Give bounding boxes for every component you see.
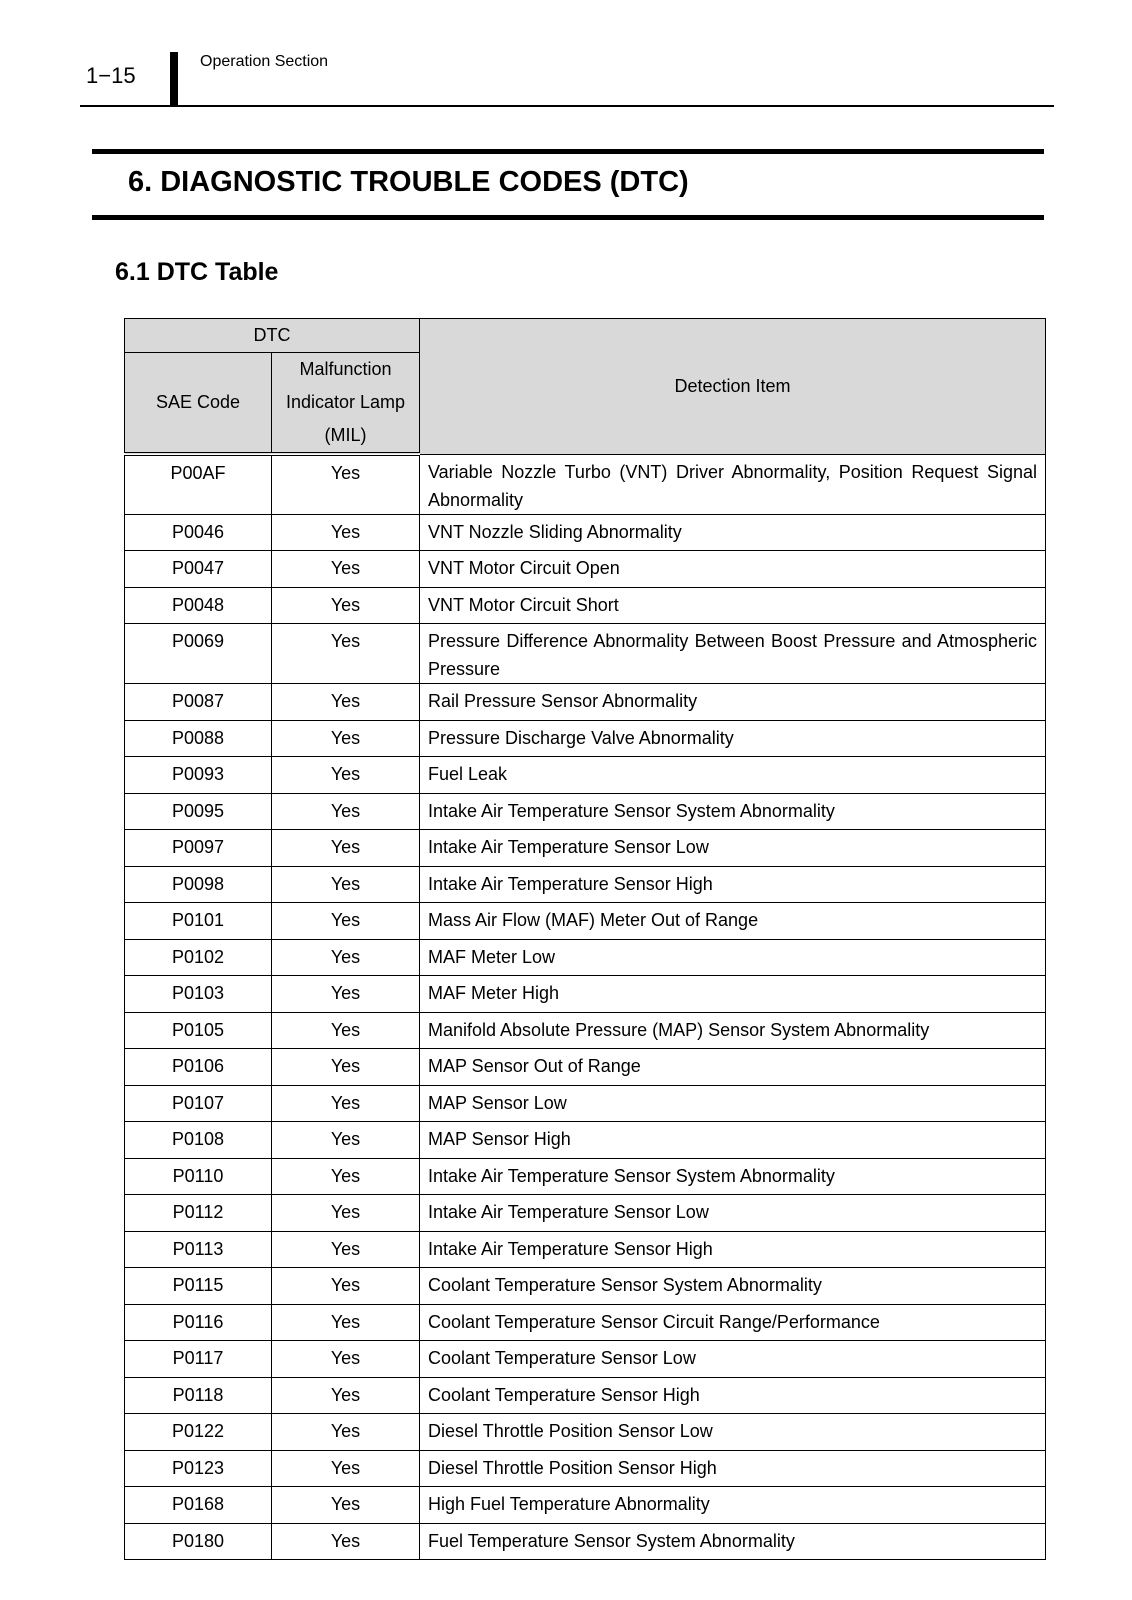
detection-item-cell: Intake Air Temperature Sensor System Abnormality	[420, 1158, 1046, 1195]
detection-item-cell: MAF Meter Low	[420, 939, 1046, 976]
detection-item-cell: MAP Sensor Out of Range	[420, 1049, 1046, 1086]
detection-item-cell: Pressure Difference Abnormality Between Boost Pressure and Atmospheric Pressure	[420, 624, 1046, 684]
mil-cell: Yes	[272, 514, 420, 551]
mil-cell: Yes	[272, 454, 420, 514]
sae-code-cell: P0097	[125, 830, 272, 867]
sae-code-cell: P0098	[125, 866, 272, 903]
detection-item-cell: Coolant Temperature Sensor Low	[420, 1341, 1046, 1378]
sae-code-cell: P0112	[125, 1195, 272, 1232]
mil-cell: Yes	[272, 1377, 420, 1414]
subsection-title: 6.1 DTC Table	[115, 258, 279, 286]
sae-code-cell: P0087	[125, 684, 272, 721]
sae-code-cell: P0101	[125, 903, 272, 940]
detection-item-cell: Manifold Absolute Pressure (MAP) Sensor System Abnormality	[420, 1012, 1046, 1049]
mil-cell: Yes	[272, 939, 420, 976]
sae-code-cell: P0105	[125, 1012, 272, 1049]
table-row	[125, 1049, 1046, 1086]
detection-item-cell: Diesel Throttle Position Sensor High	[420, 1450, 1046, 1487]
sae-code-cell: P0069	[125, 624, 272, 684]
detection-item-cell: Intake Air Temperature Sensor System Abnormality	[420, 793, 1046, 830]
detection-item-cell: Mass Air Flow (MAF) Meter Out of Range	[420, 903, 1046, 940]
title-rule-top	[92, 149, 1044, 154]
sae-code-cell: P0122	[125, 1414, 272, 1451]
sae-code-cell: P00AF	[125, 454, 272, 514]
sae-code-cell: P0168	[125, 1487, 272, 1524]
detection-item-cell: Diesel Throttle Position Sensor Low	[420, 1414, 1046, 1451]
sae-code-cell: P0095	[125, 793, 272, 830]
table-row	[125, 1377, 1046, 1414]
mil-cell: Yes	[272, 1450, 420, 1487]
mil-cell: Yes	[272, 866, 420, 903]
header-sae-code: SAE Code	[125, 353, 272, 455]
mil-cell: Yes	[272, 1523, 420, 1560]
table-row	[125, 514, 1046, 551]
page-number: 1−15	[86, 63, 136, 88]
detection-item-cell: Variable Nozzle Turbo (VNT) Driver Abnormality, Position Request Signal Abnormality	[420, 454, 1046, 514]
table-row	[125, 551, 1046, 588]
sae-code-cell: P0116	[125, 1304, 272, 1341]
table-row	[125, 684, 1046, 721]
sae-code-cell: P0123	[125, 1450, 272, 1487]
detection-item-cell: Rail Pressure Sensor Abnormality	[420, 684, 1046, 721]
table-row	[125, 939, 1046, 976]
detection-item-cell: Fuel Temperature Sensor System Abnormality	[420, 1523, 1046, 1560]
sae-code-cell: P0093	[125, 757, 272, 794]
detection-item-cell: Fuel Leak	[420, 757, 1046, 794]
sae-code-cell: P0117	[125, 1341, 272, 1378]
header-divider-bar	[170, 52, 178, 106]
detection-item-cell: High Fuel Temperature Abnormality	[420, 1487, 1046, 1524]
table-row	[125, 1122, 1046, 1159]
table-row	[125, 1085, 1046, 1122]
chapter-title: 6. DIAGNOSTIC TROUBLE CODES (DTC)	[128, 166, 689, 198]
header-detection-item: Detection Item	[420, 319, 1046, 455]
sae-code-cell: P0048	[125, 587, 272, 624]
header-dtc: DTC	[125, 319, 420, 353]
table-row	[125, 1523, 1046, 1560]
table-row	[125, 903, 1046, 940]
mil-cell: Yes	[272, 684, 420, 721]
detection-item-cell: MAF Meter High	[420, 976, 1046, 1013]
header-mil-line3: (MIL)	[324, 425, 367, 445]
mil-cell: Yes	[272, 1012, 420, 1049]
detection-item-cell: Pressure Discharge Valve Abnormality	[420, 720, 1046, 757]
header-mil	[272, 353, 420, 455]
table-row	[125, 757, 1046, 794]
mil-cell: Yes	[272, 1231, 420, 1268]
mil-cell: Yes	[272, 1158, 420, 1195]
sae-code-cell: P0115	[125, 1268, 272, 1305]
section-label: Operation Section	[200, 53, 329, 70]
mil-cell: Yes	[272, 1341, 420, 1378]
dtc-table	[124, 318, 1046, 1560]
header-mil-line2: Indicator Lamp	[285, 392, 406, 412]
sae-code-cell: P0088	[125, 720, 272, 757]
sae-code-cell: P0046	[125, 514, 272, 551]
table-row	[125, 1268, 1046, 1305]
detection-item-cell: Coolant Temperature Sensor System Abnormality	[420, 1268, 1046, 1305]
table-row	[125, 1158, 1046, 1195]
detection-item-cell: VNT Nozzle Sliding Abnormality	[420, 514, 1046, 551]
mil-cell: Yes	[272, 1085, 420, 1122]
table-row	[125, 1487, 1046, 1524]
mil-cell: Yes	[272, 1487, 420, 1524]
table-row	[125, 1231, 1046, 1268]
detection-item-cell: Coolant Temperature Sensor Circuit Range/Performance	[420, 1304, 1046, 1341]
mil-cell: Yes	[272, 1049, 420, 1086]
detection-item-cell: Intake Air Temperature Sensor High	[420, 1231, 1046, 1268]
table-row	[125, 454, 1046, 514]
table-row	[125, 720, 1046, 757]
sae-code-cell: P0047	[125, 551, 272, 588]
sae-code-cell: P0110	[125, 1158, 272, 1195]
mil-cell: Yes	[272, 624, 420, 684]
sae-code-cell: P0106	[125, 1049, 272, 1086]
mil-cell: Yes	[272, 903, 420, 940]
sae-code-cell: P0118	[125, 1377, 272, 1414]
detection-item-cell: Intake Air Temperature Sensor Low	[420, 830, 1046, 867]
sae-code-cell: P0180	[125, 1523, 272, 1560]
detection-item-cell: Intake Air Temperature Sensor High	[420, 866, 1046, 903]
sae-code-cell: P0103	[125, 976, 272, 1013]
mil-cell: Yes	[272, 551, 420, 588]
mil-cell: Yes	[272, 1304, 420, 1341]
table-row	[125, 1012, 1046, 1049]
mil-cell: Yes	[272, 1414, 420, 1451]
table-row	[125, 976, 1046, 1013]
mil-cell: Yes	[272, 793, 420, 830]
header-rule	[80, 105, 1054, 107]
header-mil-line1: Malfunction	[299, 359, 392, 379]
detection-item-cell: VNT Motor Circuit Short	[420, 587, 1046, 624]
detection-item-cell: Coolant Temperature Sensor High	[420, 1377, 1046, 1414]
table-row	[125, 1195, 1046, 1232]
table-row	[125, 587, 1046, 624]
detection-item-cell: Intake Air Temperature Sensor Low	[420, 1195, 1046, 1232]
mil-cell: Yes	[272, 757, 420, 794]
sae-code-cell: P0107	[125, 1085, 272, 1122]
table-row	[125, 1304, 1046, 1341]
sae-code-cell: P0108	[125, 1122, 272, 1159]
sae-code-cell: P0102	[125, 939, 272, 976]
detection-item-cell: MAP Sensor High	[420, 1122, 1046, 1159]
table-row	[125, 866, 1046, 903]
dtc-table-body	[125, 454, 1046, 1560]
mil-cell: Yes	[272, 1268, 420, 1305]
sae-code-cell: P0113	[125, 1231, 272, 1268]
mil-cell: Yes	[272, 976, 420, 1013]
detection-item-cell: VNT Motor Circuit Open	[420, 551, 1046, 588]
mil-cell: Yes	[272, 720, 420, 757]
title-rule-bottom	[92, 215, 1044, 220]
table-row	[125, 830, 1046, 867]
mil-cell: Yes	[272, 1195, 420, 1232]
table-row	[125, 1450, 1046, 1487]
detection-item-cell: MAP Sensor Low	[420, 1085, 1046, 1122]
mil-cell: Yes	[272, 1122, 420, 1159]
table-row	[125, 1341, 1046, 1378]
table-row	[125, 793, 1046, 830]
table-row	[125, 624, 1046, 684]
mil-cell: Yes	[272, 587, 420, 624]
table-row	[125, 1414, 1046, 1451]
mil-cell: Yes	[272, 830, 420, 867]
